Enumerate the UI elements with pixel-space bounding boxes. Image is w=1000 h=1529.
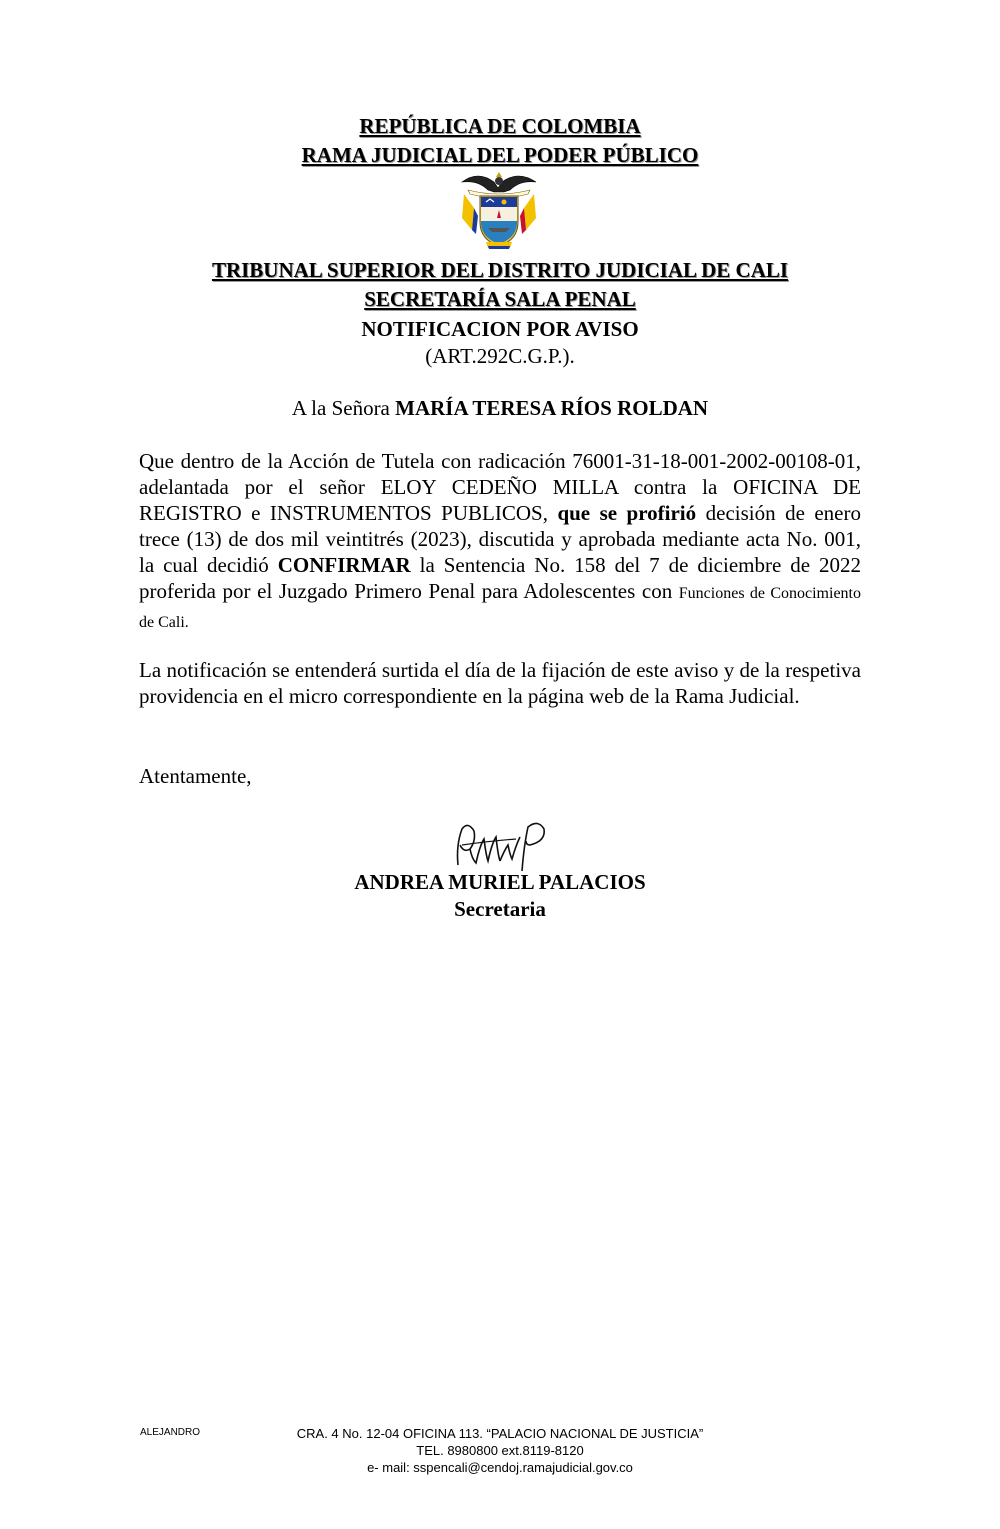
header-republic: REPÚBLICA DE COLOMBIA bbox=[359, 114, 641, 138]
header-court: TRIBUNAL SUPERIOR DEL DISTRITO JUDICIAL DE CALI bbox=[211, 258, 789, 282]
notice-title: NOTIFICACION POR AVISO bbox=[361, 317, 639, 341]
body-paragraph-2: La notificación se entenderá surtida el día de la fijación de este aviso y de la respetiva providencia en el micro correspondiente en la página web de la Rama Judicial. bbox=[139, 658, 861, 708]
p1-part-c: decisión de enero trece (13) de dos mil veintitrés (2023), discutida y aprobada mediante acta No. 001, la cual decidió bbox=[139, 501, 861, 577]
signer-name: ANDREA MURIEL PALACIOS bbox=[354, 870, 646, 894]
p1-part-b: que se profirió bbox=[557, 501, 697, 525]
signature-icon bbox=[450, 815, 555, 875]
body-paragraph-1 bbox=[139, 448, 861, 636]
p1-part-e: la Sentencia No. 158 del 7 de diciembre de 2022 proferida por el Juzgado Primero Penal para Adolescentes con bbox=[139, 553, 861, 603]
coat-of-arms-icon bbox=[458, 168, 540, 250]
signer-role: Secretaria bbox=[454, 897, 546, 921]
footer-email: e- mail: sspencali@cendoj.ramajudicial.gov.co bbox=[367, 1460, 633, 1475]
footer-author: ALEJANDRO bbox=[140, 1427, 201, 1438]
footer-phone: TEL. 8980800 ext.8119-8120 bbox=[416, 1443, 584, 1458]
p1-part-f: Funciones de Conocimiento de Cali. bbox=[139, 585, 861, 631]
article-reference: (ART.292C.G.P.). bbox=[425, 344, 575, 368]
p1-part-a: Que dentro de la Acción de Tutela con radicación 76001-31-18-001-2002-00108-01, adelantada por el señor ELOY CEDEÑO MILLA contra la OFICINA DE REGISTRO e INSTRUMENTOS PUBLICOS, bbox=[139, 449, 861, 525]
footer-address: CRA. 4 No. 12-04 OFICINA 113. “PALACIO NACIONAL DE JUSTICIA” bbox=[296, 1426, 704, 1441]
p1-part-d: CONFIRMAR bbox=[277, 553, 411, 577]
header-office: SECRETARÍA SALA PENAL bbox=[364, 287, 636, 311]
addressee-line bbox=[0, 395, 1000, 421]
addressee-prefix: A la Señora bbox=[291, 396, 396, 420]
addressee-name: MARÍA TERESA RÍOS ROLDAN bbox=[395, 396, 709, 420]
header-branch: RAMA JUDICIAL DEL PODER PÚBLICO bbox=[301, 143, 699, 167]
closing-line: Atentamente, bbox=[139, 764, 252, 788]
